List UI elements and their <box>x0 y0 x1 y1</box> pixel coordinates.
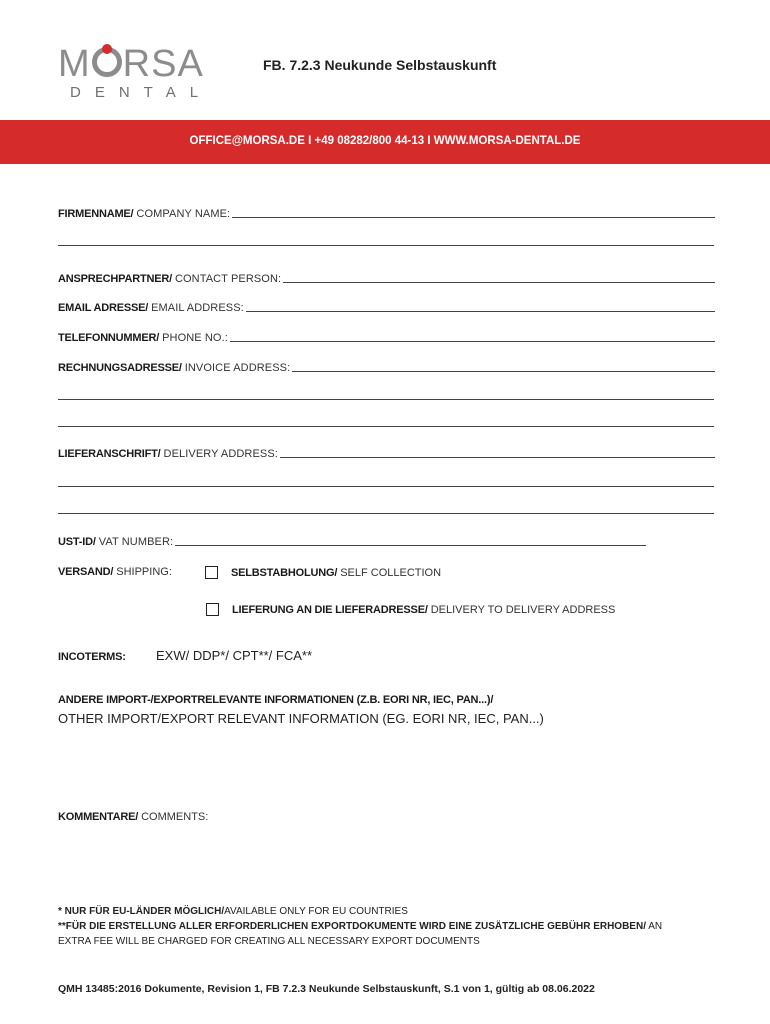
company-input-line[interactable] <box>232 217 715 218</box>
footnote-extra-fee <box>58 921 662 932</box>
email-label-de: EMAIL ADRESSE/ <box>58 302 149 314</box>
email-label-en: EMAIL ADDRESS: <box>151 302 244 314</box>
contact-person-field[interactable] <box>58 269 715 285</box>
other-info-label-de <box>58 694 493 706</box>
vat-label-de: UST-ID/ <box>58 536 96 548</box>
note2-en: AN <box>648 921 663 932</box>
delivery-option-en: DELIVERY TO DELIVERY ADDRESS <box>430 604 616 616</box>
self-collection-en: SELF COLLECTION <box>340 567 442 579</box>
phone-field[interactable] <box>58 328 715 344</box>
shipping-label-en: SHIPPING: <box>116 566 172 578</box>
vat-number-field[interactable] <box>58 532 646 548</box>
email-input-line[interactable] <box>246 311 715 312</box>
self-collection-checkbox[interactable] <box>205 566 218 579</box>
delivery-to-address-checkbox[interactable] <box>206 603 219 616</box>
incoterms-label-text: INCOTERMS: <box>58 651 126 663</box>
self-collection-label <box>231 567 441 579</box>
footnote-extra-fee-continued: EXTRA FEE WILL BE CHARGED FOR CREATING ALL NECESSARY EXPORT DOCUMENTS <box>58 936 480 947</box>
invoice-extra-line-1[interactable] <box>58 399 714 400</box>
logo-wordmark: M RSA <box>58 43 204 85</box>
contact-label-en: CONTACT PERSON: <box>174 273 282 285</box>
company-label-de: FIRMENNAME/ <box>58 208 134 220</box>
vat-input-line[interactable] <box>175 545 646 546</box>
comments-label-en: COMMENTS: <box>141 811 209 823</box>
comments-label-de: KOMMENTARE/ <box>58 811 139 823</box>
contact-input-line[interactable] <box>283 282 715 283</box>
invoice-address-field[interactable] <box>58 358 715 374</box>
other-info-de-text: ANDERE IMPORT-/EXPORTRELEVANTE INFORMATIONEN (Z.B. EORI NR, IEC, PAN...)/ <box>58 694 494 706</box>
incoterms-values: EXW/ DDP*/ CPT**/ FCA** <box>156 648 313 663</box>
phone-label-de: TELEFONNUMMER/ <box>58 332 160 344</box>
footnote-eu-only <box>58 906 408 917</box>
delivery-option-de: LIEFERUNG AN DIE LIEFERADRESSE/ <box>232 604 428 616</box>
company-label-en: COMPANY NAME: <box>136 208 231 220</box>
other-info-label-en: OTHER IMPORT/EXPORT RELEVANT INFORMATION (EG. EORI NR, IEC, PAN...) <box>58 711 544 726</box>
note1-en: AVAILABLE ONLY FOR EU COUNTRIES <box>224 906 408 917</box>
contact-line[interactable]: OFFICE@MORSA.DE I +49 08282/800 44-13 I WWW.MORSA-DENTAL.DE <box>189 135 581 147</box>
invoice-label-de: RECHNUNGSADRESSE/ <box>58 362 182 374</box>
self-collection-de: SELBSTABHOLUNG/ <box>231 567 338 579</box>
document-footer: QMH 13485:2016 Dokumente, Revision 1, FB 7.2.3 Neukunde Selbstauskunft, S.1 von 1, gültig ab 08.06.2022 <box>58 983 595 995</box>
phone-label-en: PHONE NO.: <box>162 332 228 344</box>
delivery-label-de: LIEFERANSCHRIFT/ <box>58 448 161 460</box>
document-title: FB. 7.2.3 Neukunde Selbstauskunft <box>263 57 497 73</box>
delivery-address-field[interactable] <box>58 444 715 460</box>
invoice-extra-line-2[interactable] <box>58 426 714 427</box>
delivery-input-line[interactable] <box>280 457 715 458</box>
contact-label-de: ANSPRECHPARTNER/ <box>58 273 172 285</box>
delivery-extra-line-2[interactable] <box>58 513 714 514</box>
vat-label-en: VAT NUMBER: <box>98 536 174 548</box>
phone-input-line[interactable] <box>230 341 715 342</box>
logo-subtext: DENTAL <box>70 84 213 101</box>
comments-label <box>58 811 208 823</box>
delivery-label-en: DELIVERY ADDRESS: <box>163 448 278 460</box>
morsa-dental-logo <box>58 43 213 104</box>
invoice-label-en: INVOICE ADDRESS: <box>184 362 291 374</box>
note2-de: **FÜR DIE ERSTELLUNG ALLER ERFORDERLICHEN EXPORTDOKUMENTE WIRD EINE ZUSÄTZLICHE GEBÜHR ERHOBEN/ <box>58 921 646 932</box>
shipping-label <box>58 566 172 578</box>
delivery-to-address-label <box>232 604 615 616</box>
email-field[interactable] <box>58 298 715 314</box>
note1-de: * NUR FÜR EU-LÄNDER MÖGLICH/ <box>58 906 225 917</box>
company-extra-line[interactable] <box>58 245 714 246</box>
invoice-input-line[interactable] <box>292 371 715 372</box>
shipping-label-de: VERSAND/ <box>58 566 114 578</box>
contact-banner <box>0 120 770 164</box>
delivery-extra-line-1[interactable] <box>58 486 714 487</box>
company-name-field[interactable] <box>58 204 715 220</box>
incoterms-label <box>58 651 126 663</box>
